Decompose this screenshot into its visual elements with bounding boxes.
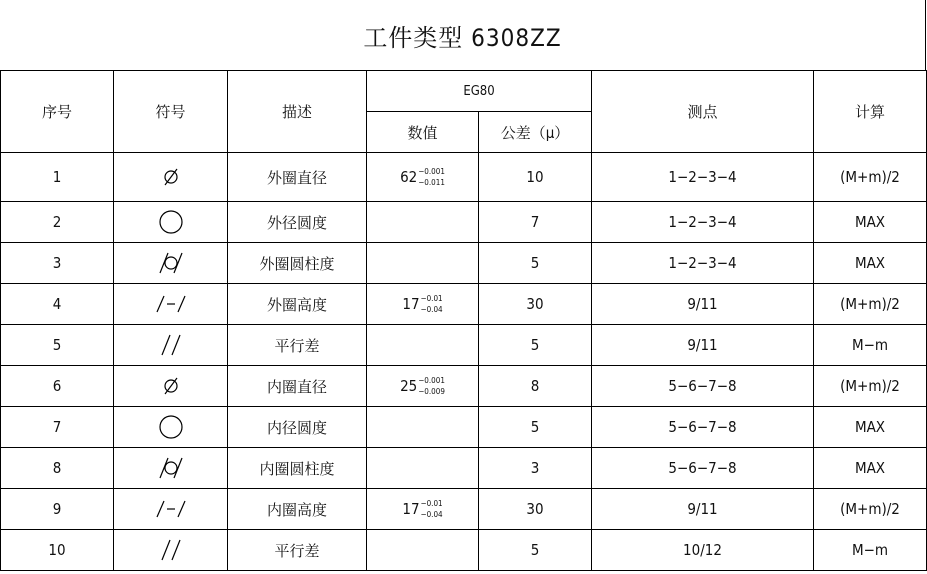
cell-tolerance: 3: [479, 448, 592, 489]
cell-value: [367, 153, 479, 202]
header-calculation: 计算: [814, 71, 927, 153]
height-icon: [114, 292, 227, 316]
cell-symbol: [114, 448, 228, 489]
header-tolerance: 公差（μ）: [479, 112, 592, 153]
height-icon: [114, 497, 227, 521]
roundness-icon: [114, 413, 227, 441]
tolerance-value: [400, 375, 445, 397]
table-row: [1, 202, 927, 243]
cell-seq: 10: [1, 530, 114, 571]
lower-deviation: −0.04: [420, 510, 443, 519]
cell-description: 平行差: [228, 530, 367, 571]
cell-seq: 3: [1, 243, 114, 284]
cell-symbol: [114, 284, 228, 325]
tolerance-value: [400, 166, 445, 188]
cell-measure-points: 9/11: [592, 489, 814, 530]
cell-measure-points: 5−6−7−8: [592, 407, 814, 448]
nominal-value: 62: [400, 168, 418, 186]
diameter-icon: [114, 375, 227, 397]
cell-value: [367, 202, 479, 243]
cell-calculation: MAX: [814, 243, 927, 284]
cylindricity-icon: [114, 249, 227, 277]
cell-calculation: (M+m)/2: [814, 284, 927, 325]
cell-value: [367, 284, 479, 325]
diameter-icon: [114, 166, 227, 188]
upper-deviation: −0.001: [418, 376, 445, 385]
cell-seq: 7: [1, 407, 114, 448]
cell-calculation: (M+m)/2: [814, 153, 927, 202]
cell-tolerance: 5: [479, 243, 592, 284]
cell-value: [367, 325, 479, 366]
cell-calculation: M−m: [814, 530, 927, 571]
cell-symbol: [114, 489, 228, 530]
table-row: [1, 489, 927, 530]
upper-deviation: −0.001: [418, 167, 445, 176]
page-title: 工件类型 6308ZZ: [0, 0, 926, 71]
cell-value: [367, 243, 479, 284]
cell-description: 内圈圆柱度: [228, 448, 367, 489]
cell-symbol: [114, 366, 228, 407]
upper-deviation: −0.01: [420, 499, 443, 508]
measurement-table: [0, 70, 927, 571]
cell-symbol: [114, 243, 228, 284]
cell-description: 外圈直径: [228, 153, 367, 202]
cell-tolerance: 8: [479, 366, 592, 407]
cell-value: [367, 530, 479, 571]
cell-description: 内圈直径: [228, 366, 367, 407]
cell-value: [367, 366, 479, 407]
cell-measure-points: 10/12: [592, 530, 814, 571]
cell-description: 内径圆度: [228, 407, 367, 448]
cell-measure-points: 1−2−3−4: [592, 153, 814, 202]
parallelism-icon: [114, 537, 227, 563]
cell-calculation: M−m: [814, 325, 927, 366]
header-measure-points: 测点: [592, 71, 814, 153]
lower-deviation: −0.009: [418, 387, 445, 396]
cell-seq: 5: [1, 325, 114, 366]
table-row: [1, 284, 927, 325]
cell-description: 外圈高度: [228, 284, 367, 325]
cell-value: [367, 407, 479, 448]
cell-measure-points: 9/11: [592, 284, 814, 325]
lower-deviation: −0.04: [420, 305, 443, 314]
cell-tolerance: 5: [479, 530, 592, 571]
cell-calculation: (M+m)/2: [814, 489, 927, 530]
upper-deviation: −0.01: [420, 294, 443, 303]
cell-seq: 8: [1, 448, 114, 489]
nominal-value: 17: [402, 500, 420, 518]
cell-symbol: [114, 530, 228, 571]
cell-value: [367, 448, 479, 489]
cell-seq: 2: [1, 202, 114, 243]
cell-description: 平行差: [228, 325, 367, 366]
header-value: 数值: [367, 112, 479, 153]
cell-seq: 6: [1, 366, 114, 407]
cell-measure-points: 1−2−3−4: [592, 243, 814, 284]
cell-measure-points: 9/11: [592, 325, 814, 366]
cell-description: 内圈高度: [228, 489, 367, 530]
cell-calculation: MAX: [814, 407, 927, 448]
parallelism-icon: [114, 332, 227, 358]
cell-tolerance: 10: [479, 153, 592, 202]
cell-calculation: MAX: [814, 448, 927, 489]
cell-tolerance: 7: [479, 202, 592, 243]
header-symbol: 符号: [114, 71, 228, 153]
cell-seq: 1: [1, 153, 114, 202]
tolerance-value: [402, 293, 442, 315]
cell-measure-points: 5−6−7−8: [592, 448, 814, 489]
cell-description: 外圈圆柱度: [228, 243, 367, 284]
table-row: [1, 325, 927, 366]
cell-calculation: MAX: [814, 202, 927, 243]
cell-tolerance: 5: [479, 325, 592, 366]
tolerance-value: [402, 498, 442, 520]
cell-symbol: [114, 202, 228, 243]
header-seq: 序号: [1, 71, 114, 153]
cell-measure-points: 5−6−7−8: [592, 366, 814, 407]
cell-tolerance: 5: [479, 407, 592, 448]
table-row: [1, 407, 927, 448]
cell-symbol: [114, 407, 228, 448]
cell-tolerance: 30: [479, 284, 592, 325]
cell-seq: 9: [1, 489, 114, 530]
cell-calculation: (M+m)/2: [814, 366, 927, 407]
table-row: [1, 530, 927, 571]
lower-deviation: −0.011: [418, 178, 445, 187]
cell-seq: 4: [1, 284, 114, 325]
header-group-eg80: EG80: [367, 71, 592, 112]
cell-value: [367, 489, 479, 530]
table-row: [1, 243, 927, 284]
roundness-icon: [114, 208, 227, 236]
cell-measure-points: 1−2−3−4: [592, 202, 814, 243]
nominal-value: 25: [400, 377, 418, 395]
cylindricity-icon: [114, 454, 227, 482]
cell-symbol: [114, 153, 228, 202]
table-row: [1, 153, 927, 202]
nominal-value: 17: [402, 295, 420, 313]
table-row: [1, 366, 927, 407]
cell-description: 外径圆度: [228, 202, 367, 243]
cell-symbol: [114, 325, 228, 366]
header-description: 描述: [228, 71, 367, 153]
table-row: [1, 448, 927, 489]
cell-tolerance: 30: [479, 489, 592, 530]
